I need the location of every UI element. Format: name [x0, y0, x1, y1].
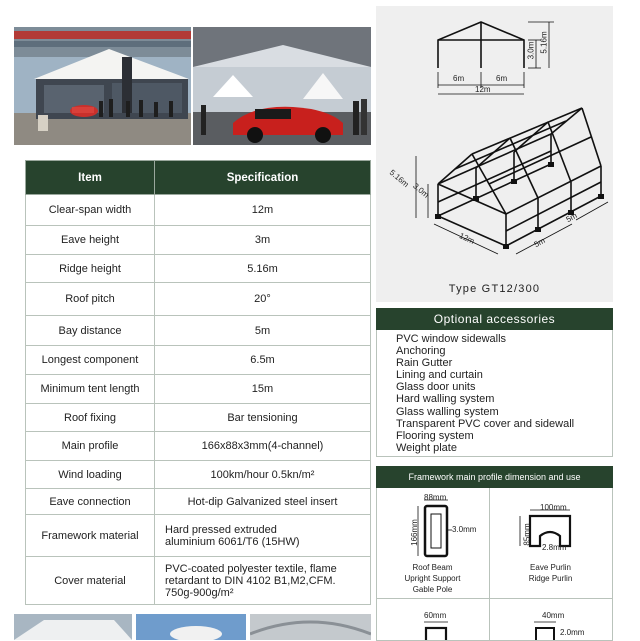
profile3-width: 60mm	[424, 611, 447, 620]
iso-dim-ridge: 5.16m	[387, 167, 411, 190]
tent-diagram-panel	[376, 6, 613, 302]
use-label: Roof Beam	[412, 563, 453, 572]
dim-half-span-left: 6m	[453, 74, 465, 83]
tent-photo-racecar	[193, 27, 371, 145]
bottom-photo-2	[136, 614, 246, 640]
row-item: Cover material	[26, 557, 155, 605]
row-spec: 5.16m	[155, 255, 371, 283]
bottom-photo-3	[250, 614, 371, 640]
table-row	[26, 515, 371, 557]
dim-half-span-right: 6m	[496, 74, 508, 83]
table-row	[26, 432, 371, 461]
row-item: Eave connection	[26, 489, 155, 515]
profile-40mm-drawing	[490, 620, 611, 640]
table-header-row	[26, 161, 371, 195]
iso-dim-bay-2: 5m	[564, 210, 579, 225]
row-spec: 5m	[155, 316, 371, 346]
row-spec: 166x88x3mm(4-channel)	[155, 432, 371, 461]
spec-line: Hard pressed extruded	[165, 523, 277, 536]
table-row	[26, 461, 371, 489]
optional-accessories-list	[396, 333, 574, 454]
profile1-width: 88mm	[424, 493, 447, 502]
profile1-uses	[376, 562, 489, 595]
row-spec: Bar tensioning	[155, 404, 371, 432]
row-item: Longest component	[26, 346, 155, 375]
list-item: PVC window sidewalls	[396, 333, 507, 345]
row-item: Minimum tent length	[26, 375, 155, 404]
row-spec: 6.5m	[155, 346, 371, 375]
row-item: Ridge height	[26, 255, 155, 283]
list-item: Hard walling system	[396, 393, 495, 406]
list-item: Flooring system	[396, 429, 474, 442]
profile1-thickness: 3.0mm	[452, 525, 477, 534]
spec-line: 750g-900g/m²	[165, 586, 234, 599]
table-row	[26, 226, 371, 255]
column-header-specification: Specification	[155, 161, 371, 195]
row-spec: 15m	[155, 375, 371, 404]
row-spec	[155, 515, 371, 557]
list-item: Anchoring	[396, 345, 446, 358]
table-row	[26, 283, 371, 316]
framework-profile-header: Framework main profile dimension and use	[376, 466, 613, 488]
row-item: Bay distance	[26, 316, 155, 346]
row-spec	[155, 557, 371, 605]
table-row	[26, 316, 371, 346]
spec-line: PVC-coated polyester textile, flame	[165, 562, 337, 575]
iso-dim-bay-1: 5m	[532, 235, 547, 250]
optional-accessories-box	[376, 330, 613, 457]
profile2-height: 85mm	[522, 523, 532, 546]
table-row	[26, 346, 371, 375]
iso-dim-width: 12m	[457, 231, 476, 246]
list-item: Lining and curtain	[396, 369, 483, 382]
row-item: Main profile	[26, 432, 155, 461]
specification-table	[25, 160, 371, 605]
bottom-photo-1	[14, 614, 132, 640]
table-row	[26, 557, 371, 605]
row-spec: 100km/hour 0.5kn/m²	[155, 461, 371, 489]
use-label: Eave Purlin	[530, 563, 571, 572]
profile2-thickness: 2.8mm	[542, 543, 567, 552]
dim-eave-height: 3.0m	[526, 41, 536, 60]
row-item: Clear-span width	[26, 195, 155, 226]
list-item: Glass door units	[396, 381, 476, 394]
profile2-uses	[490, 562, 611, 584]
profile2-width: 100mm	[540, 503, 567, 512]
dim-span: 12m	[475, 85, 491, 94]
dim-ridge-height: 5.16m	[539, 31, 549, 54]
use-label: Ridge Purlin	[528, 574, 573, 583]
row-item: Eave height	[26, 226, 155, 255]
row-spec: Hot-dip Galvanized steel insert	[155, 489, 371, 515]
list-item: Transparent PVC cover and sidewall	[396, 417, 575, 430]
iso-dim-eave: 3.0m	[411, 181, 431, 200]
table-row	[26, 375, 371, 404]
use-label: Gable Pole	[412, 585, 453, 594]
table-row	[26, 404, 371, 432]
row-item: Roof fixing	[26, 404, 155, 432]
list-item: Weight plate	[396, 441, 457, 454]
table-row	[26, 195, 371, 226]
row-spec: 3m	[155, 226, 371, 255]
profile4-width: 40mm	[542, 611, 565, 620]
row-item: Framework material	[26, 515, 155, 557]
row-item: Roof pitch	[26, 283, 155, 316]
model-type-label: Type GT12/300	[448, 283, 541, 295]
column-header-item: Item	[26, 161, 155, 195]
spec-line: aluminium 6061/T6 (15HW)	[165, 535, 300, 548]
table-row	[26, 489, 371, 515]
profile-60x60-drawing	[376, 620, 489, 640]
row-item: Wind loading	[26, 461, 155, 489]
isometric-frame-diagram	[376, 106, 613, 276]
front-elevation-diagram	[376, 6, 613, 106]
list-item: Glass walling system	[396, 405, 499, 418]
profile4-thickness: 2.0mm	[560, 628, 585, 637]
spec-line: retardant to DIN 4102 B1,M2,CFM.	[165, 574, 336, 587]
table-row	[26, 255, 371, 283]
use-label: Upright Support	[404, 574, 461, 583]
profile1-height: 166mm	[409, 519, 419, 546]
framework-divider-horizontal	[376, 598, 613, 599]
row-spec: 20°	[155, 283, 371, 316]
row-spec: 12m	[155, 195, 371, 226]
optional-accessories-header: Optional accessories	[376, 308, 613, 330]
tent-photo-exhibition	[14, 27, 191, 145]
list-item: Rain Gutter	[396, 357, 453, 370]
